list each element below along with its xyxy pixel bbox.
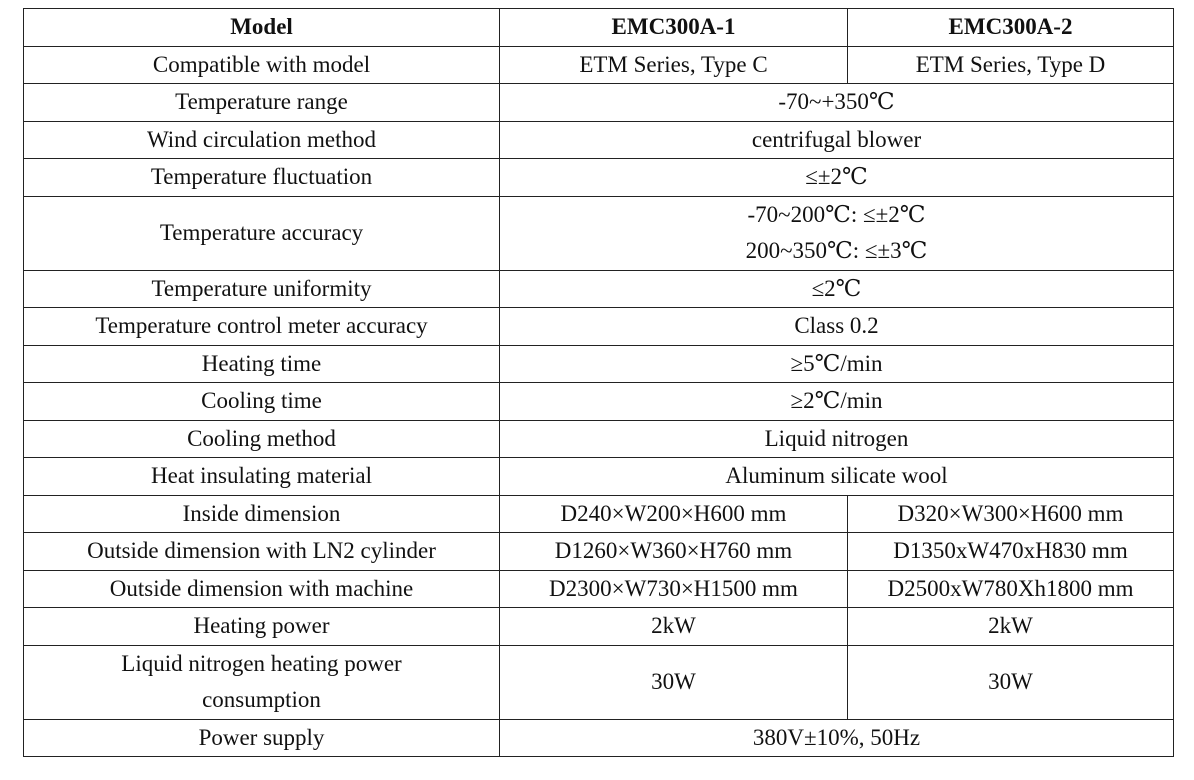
row-label: Outside dimension with machine bbox=[24, 570, 500, 608]
value-shared: 380V±10%, 50Hz bbox=[500, 719, 1174, 757]
value-shared: ≤±2℃ bbox=[500, 159, 1174, 197]
value-shared: ≥5℃/min bbox=[500, 345, 1174, 383]
value-shared: centrifugal blower bbox=[500, 121, 1174, 159]
table-row bbox=[24, 121, 1174, 159]
value-shared: ≤2℃ bbox=[500, 270, 1174, 308]
table-row bbox=[24, 645, 1174, 719]
value-emc300a-1: ETM Series, Type C bbox=[500, 46, 848, 84]
value-shared: Aluminum silicate wool bbox=[500, 458, 1174, 496]
table-row bbox=[24, 533, 1174, 571]
value-emc300a-2: 2kW bbox=[848, 608, 1174, 646]
row-label: Wind circulation method bbox=[24, 121, 500, 159]
value-shared bbox=[500, 196, 1174, 270]
value-emc300a-2: D1350xW470xH830 mm bbox=[848, 533, 1174, 571]
table-row bbox=[24, 46, 1174, 84]
row-label: Cooling method bbox=[24, 420, 500, 458]
row-label: Heating time bbox=[24, 345, 500, 383]
table-row bbox=[24, 270, 1174, 308]
table-row bbox=[24, 196, 1174, 270]
value-shared: Class 0.2 bbox=[500, 308, 1174, 346]
row-label: Temperature range bbox=[24, 84, 500, 122]
row-label: Compatible with model bbox=[24, 46, 500, 84]
value-emc300a-2: ETM Series, Type D bbox=[848, 46, 1174, 84]
value-emc300a-1: 30W bbox=[500, 645, 848, 719]
value-emc300a-1: 2kW bbox=[500, 608, 848, 646]
table-row bbox=[24, 458, 1174, 496]
row-label: Power supply bbox=[24, 719, 500, 757]
spec-table bbox=[23, 8, 1174, 757]
table-row bbox=[24, 383, 1174, 421]
table-row bbox=[24, 495, 1174, 533]
value-emc300a-1: D240×W200×H600 mm bbox=[500, 495, 848, 533]
value-shared: Liquid nitrogen bbox=[500, 420, 1174, 458]
row-label: Cooling time bbox=[24, 383, 500, 421]
table-row bbox=[24, 84, 1174, 122]
row-label: Temperature accuracy bbox=[24, 196, 500, 270]
table-row bbox=[24, 719, 1174, 757]
value-emc300a-2: 30W bbox=[848, 645, 1174, 719]
row-label: Inside dimension bbox=[24, 495, 500, 533]
row-label: Liquid nitrogen heating power consumption bbox=[24, 645, 500, 719]
table-row bbox=[24, 608, 1174, 646]
value-line: 200~350℃: ≤±3℃ bbox=[745, 238, 928, 263]
header-emc300a-1: EMC300A-1 bbox=[500, 9, 848, 47]
row-label: Temperature control meter accuracy bbox=[24, 308, 500, 346]
value-emc300a-2: D320×W300×H600 mm bbox=[848, 495, 1174, 533]
value-shared: -70~+350℃ bbox=[500, 84, 1174, 122]
table-row bbox=[24, 570, 1174, 608]
value-emc300a-2: D2500xW780Xh1800 mm bbox=[848, 570, 1174, 608]
table-row bbox=[24, 420, 1174, 458]
value-line: -70~200℃: ≤±2℃ bbox=[747, 202, 926, 228]
row-label: Temperature uniformity bbox=[24, 270, 500, 308]
table-row bbox=[24, 345, 1174, 383]
table-row bbox=[24, 308, 1174, 346]
row-label: Temperature fluctuation bbox=[24, 159, 500, 197]
value-shared: ≥2℃/min bbox=[500, 383, 1174, 421]
header-emc300a-2: EMC300A-2 bbox=[848, 9, 1174, 47]
value-emc300a-1: D1260×W360×H760 mm bbox=[500, 533, 848, 571]
row-label: Heating power bbox=[24, 608, 500, 646]
table-row bbox=[24, 159, 1174, 197]
row-label: Heat insulating material bbox=[24, 458, 500, 496]
row-label: Outside dimension with LN2 cylinder bbox=[24, 533, 500, 571]
header-model: Model bbox=[24, 9, 500, 47]
value-emc300a-1: D2300×W730×H1500 mm bbox=[500, 570, 848, 608]
header-row bbox=[24, 9, 1174, 47]
